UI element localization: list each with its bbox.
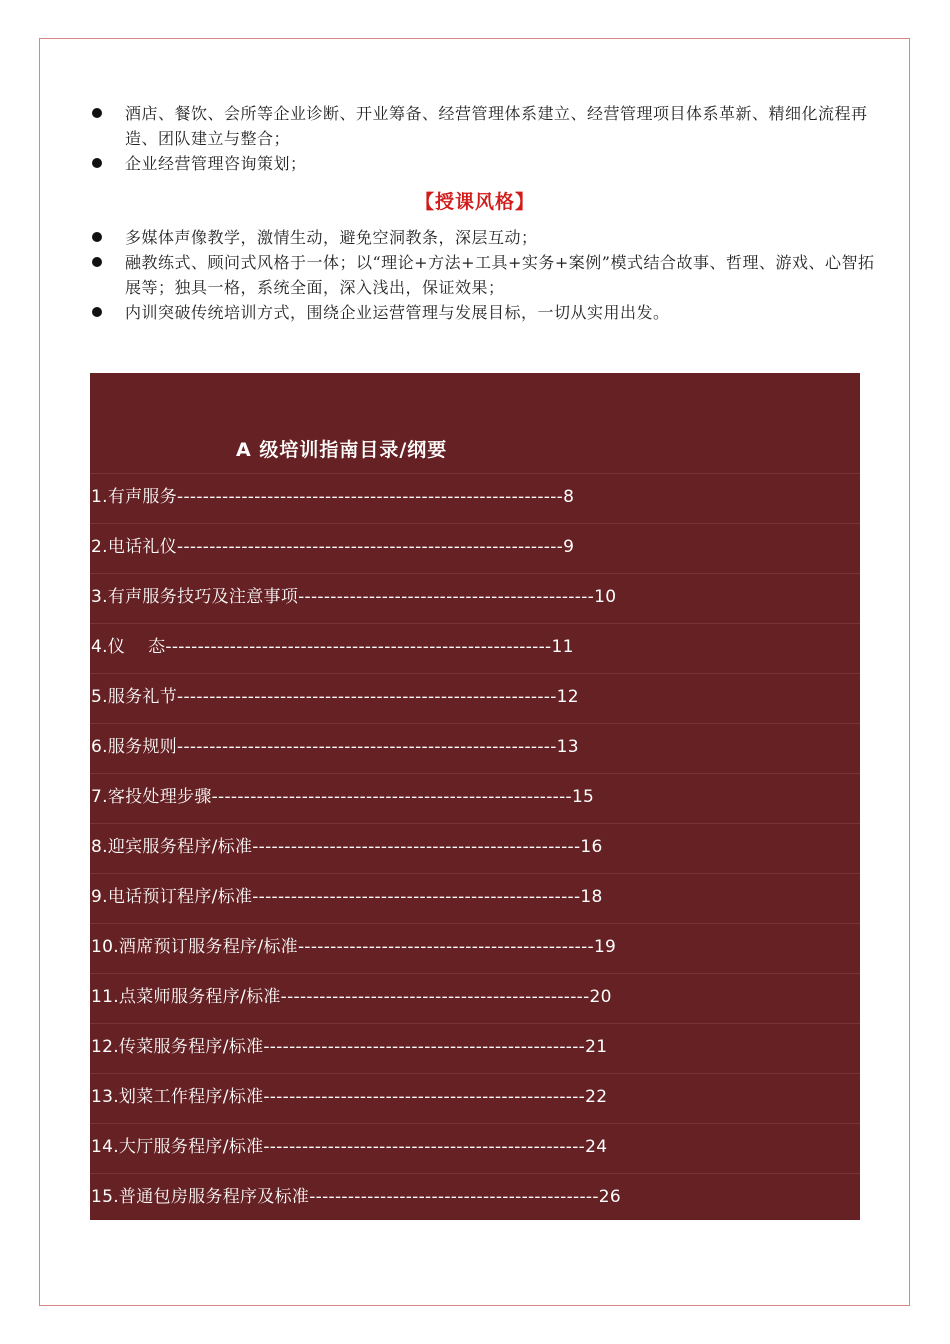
toc-entry[interactable]: [90, 1023, 860, 1073]
toc-entry[interactable]: [90, 473, 860, 523]
bullet-dot-icon: [92, 307, 102, 317]
toc-entry[interactable]: [90, 573, 860, 623]
bullet-item: [92, 101, 882, 151]
bullet-dot-icon: [92, 257, 102, 267]
toc-entry-text: 7.客投处理步骤--------------------------------------------------------15: [91, 787, 595, 807]
toc-entry[interactable]: [90, 723, 860, 773]
toc-entry[interactable]: [90, 623, 860, 673]
toc-entry-text: 13.划菜工作程序/标准--------------------------------------------------22: [91, 1087, 608, 1107]
toc-entry[interactable]: [90, 823, 860, 873]
teaching-style-title: 【授课风格】: [414, 191, 535, 213]
bullet-dot-icon: [92, 158, 102, 168]
toc-entry-text: 12.传菜服务程序/标准--------------------------------------------------21: [91, 1037, 608, 1057]
toc-entry-text: 4.仪 态------------------------------------------------------------11: [91, 637, 574, 657]
bullet-text: 内训突破传统培训方式，围绕企业运营管理与发展目标，一切从实用出发。: [125, 303, 670, 322]
intro-bullet-list: [92, 101, 882, 176]
bullet-item: [92, 300, 882, 325]
toc-title: A 级培训指南目录/纲要: [236, 439, 448, 461]
bullet-text: 酒店、餐饮、会所等企业诊断、开业筹备、经营管理体系建立、经营管理项目体系革新、精细化流程再造、团队建立与整合；: [125, 104, 868, 148]
bullet-item: [92, 225, 882, 250]
toc-entry-text: 15.普通包房服务程序及标准---------------------------------------------26: [91, 1187, 622, 1207]
table-of-contents: [90, 373, 860, 1220]
teaching-style-bullet-list: [92, 225, 882, 325]
bullet-item: [92, 250, 882, 300]
toc-entry[interactable]: [90, 973, 860, 1023]
toc-entry-text: 1.有声服务------------------------------------------------------------8: [91, 487, 575, 507]
toc-entry-text: 10.酒席预订服务程序/标准----------------------------------------------19: [91, 937, 617, 957]
bullet-dot-icon: [92, 232, 102, 242]
toc-entry-text: 5.服务礼节-----------------------------------------------------------12: [91, 687, 579, 707]
toc-entry[interactable]: [90, 1073, 860, 1123]
toc-entry-text: 9.电话预订程序/标准---------------------------------------------------18: [91, 887, 603, 907]
toc-entry-text: 8.迎宾服务程序/标准---------------------------------------------------16: [91, 837, 603, 857]
toc-entry[interactable]: [90, 1123, 860, 1173]
toc-entry[interactable]: [90, 773, 860, 823]
bullet-dot-icon: [92, 108, 102, 118]
toc-entry[interactable]: [90, 873, 860, 923]
toc-entry[interactable]: [90, 523, 860, 573]
toc-entry-text: 11.点菜师服务程序/标准------------------------------------------------20: [91, 987, 612, 1007]
bullet-item: [92, 151, 882, 176]
toc-entry-text: 3.有声服务技巧及注意事项----------------------------------------------10: [91, 587, 617, 607]
bullet-text: 多媒体声像教学，激情生动，避免空洞教条，深层互动；: [125, 228, 538, 247]
toc-entry-text: 6.服务规则-----------------------------------------------------------13: [91, 737, 579, 757]
toc-entry-text: 14.大厅服务程序/标准--------------------------------------------------24: [91, 1137, 608, 1157]
toc-entry[interactable]: [90, 923, 860, 973]
bullet-text: 企业经营管理咨询策划；: [125, 154, 307, 173]
toc-entry[interactable]: [90, 1173, 860, 1223]
toc-entry[interactable]: [90, 673, 860, 723]
bullet-text: 融教练式、顾问式风格于一体；以“理论+方法+工具+实务+案例”模式结合故事、哲理、游戏、心智拓展等；独具一格，系统全面，深入浅出，保证效果；: [125, 253, 875, 297]
toc-entry-text: 2.电话礼仪------------------------------------------------------------9: [91, 537, 575, 557]
